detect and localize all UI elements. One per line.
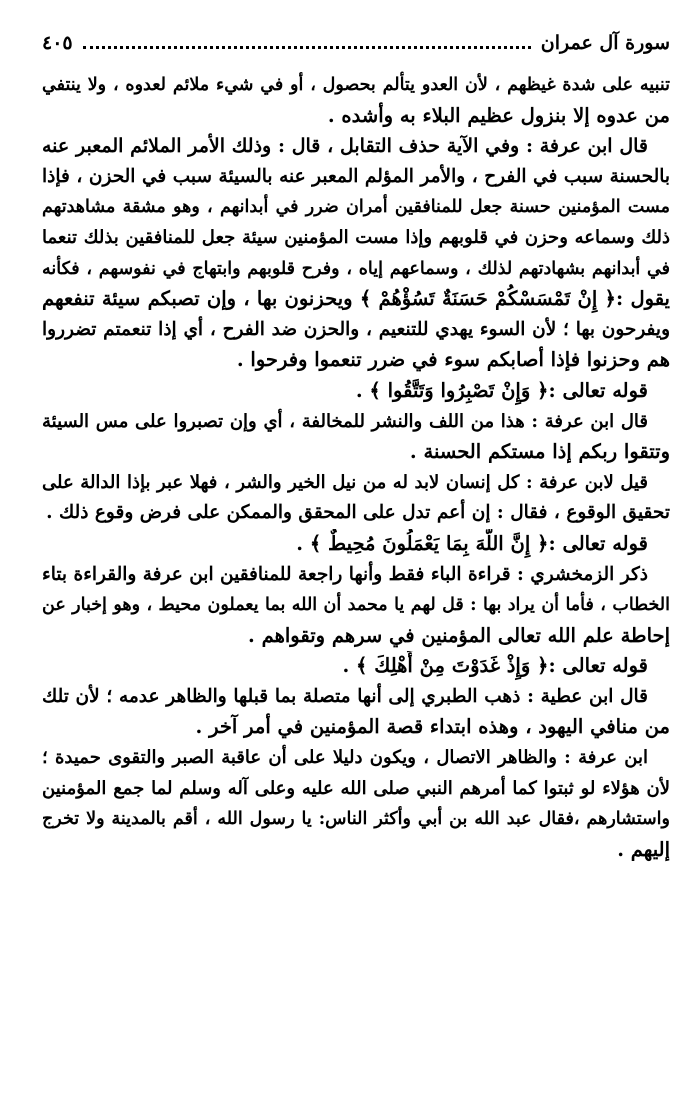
surah-title: سورة آل عمران — [540, 32, 670, 54]
text-line: قوله تعالى :﴿ إِنَّ اللَّهَ بِمَا يَعْمَلُونَ مُحِيطٌ ﴾ . — [296, 531, 648, 555]
text-line: يقول :﴿ إِنْ تَمْسَسْكُمْ حَسَنَةٌ تَسُؤْهُمْ ﴾ ويحزنون بها ، وإن تصبكم سيئة تنفعهم — [42, 287, 670, 311]
text-line: تحقيق الوقوع ، فقال : إن أعم تدل على المحقق والممكن على فرض وقوع ذلك . — [46, 502, 670, 524]
header-dotted-leader — [83, 34, 531, 49]
page — [42, 26, 670, 865]
text-line: إليهم . — [617, 837, 670, 861]
text-line: وتتقوا ربكم إذا مستكم الحسنة . — [409, 440, 670, 464]
text-line: ويفرحون بها ؛ لأن السوء يهدي للتنعيم ، والحزن ضد الفرح ، أي إذا تنعمتم تضرروا — [42, 318, 670, 340]
text-line: قوله تعالى :﴿ وَإِنْ تَصْبِرُوا وَتَتَّقُوا ﴾ . — [355, 378, 648, 402]
text-line: الخطاب ، فأما أن يراد بها : قل لهم يا محمد أن الله بما يعملون محيط ، وهو إخبار عن — [42, 595, 670, 616]
text-line: قيل لابن عرفة : كل إنسان لابد له من نيل الخير والشر ، فهلا عبر بإذا الدالة على — [42, 471, 649, 493]
text-line: لأن هؤلاء لو ثبتوا كما أمرهم النبي صلى الله عليه وعلى آله وسلم لما جمع المؤمنين — [42, 777, 670, 799]
text-line: إحاطة علم الله تعالى المؤمنين في سرهم وتقواهم . — [248, 623, 670, 647]
text-line: في أبدانهم بشهادتهم لذلك ، وسماعهم إياه ، وفرح قلوبهم وابتهاج في نفوسهم ، فكأنه — [42, 258, 670, 279]
text-line: من منافي اليهود ، وهذه ابتداء قصة المؤمنين في أمر آخر . — [195, 715, 670, 739]
text-line: قال ابن عطية : ذهب الطبري إلى أنها متصلة بما قبلها والظاهر عدمه ؛ لأن تلك — [42, 685, 648, 707]
text-line: تنبيه على شدة غيظهم ، لأن العدو يتألم بحصول ، أو في شيء ملائم لعدوه ، ولا ينتفي — [42, 75, 670, 95]
text-line: قال ابن عرفة : وفي الآية حذف التقابل ، قال : وذلك الأمر الملائم المعبر عنه — [42, 135, 648, 158]
page-header — [42, 26, 670, 60]
text-line: هم وحزنوا فإذا أصابكم سوء في ضرر تنعموا وفرحوا . — [236, 348, 670, 372]
text-line: من عدوه إلا بنزول عظيم البلاء به وأشده . — [327, 103, 670, 127]
page-number: ٤٠٥ — [42, 32, 73, 54]
text-line: ذلك وسماعه وحزن في قلوبهم وإذا مست المؤمنين سيئة جعل للمنافقين بذلك تنعما — [42, 226, 670, 248]
text-line: قوله تعالى :﴿ وَإِذْ غَدَوْتَ مِنْ أَهْلِكَ ﴾ . — [342, 654, 648, 678]
text-line: واستشارهم ،فقال عبد الله بن أبي وأكثر الناس: يا رسول الله ، أقم بالمدينة ولا تخرج — [42, 809, 670, 830]
text-line: مست المؤمنين حسنة جعل للمنافقين أمران ضرر في أبدانهم ، وهو مشقة مشاهدتهم — [42, 197, 670, 218]
text-line: ابن عرفة : والظاهر الاتصال ، ويكون دليلا على أن عاقبة الصبر والتقوى حميدة ؛ — [42, 747, 648, 769]
text-line: ذكر الزمخشري : قراءة الباء فقط وأنها راجعة للمنافقين ابن عرفة والقراءة بتاء — [42, 563, 648, 585]
text-line: بالحسنة سبب في الفرح ، والأمر المؤلم المعبر عنه بالسيئة سبب في الحزن ، فإذا — [42, 165, 670, 187]
text-body — [42, 70, 670, 865]
text-line: قال ابن عرفة : هذا من اللف والنشر للمخالفة ، أي وإن تصبروا على مس السيئة — [42, 410, 648, 432]
